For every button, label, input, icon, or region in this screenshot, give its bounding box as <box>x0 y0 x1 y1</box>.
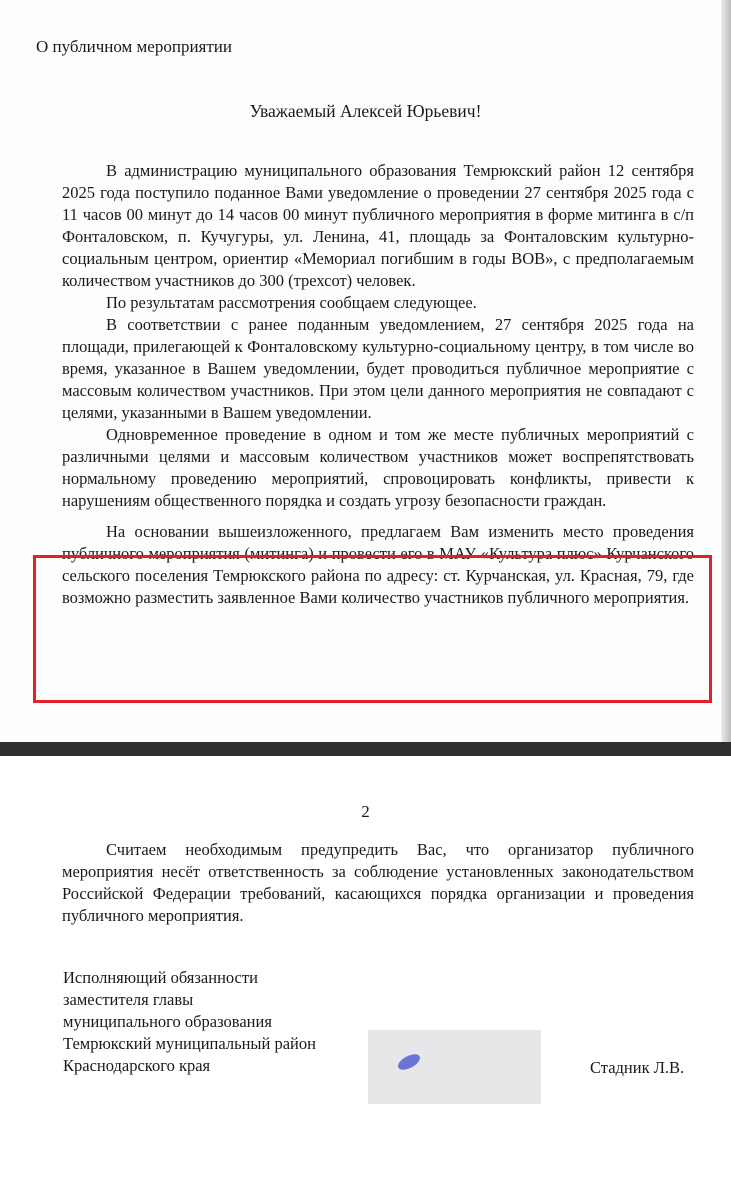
signature-line: Исполняющий обязанности <box>63 968 258 987</box>
page-2 <box>0 756 731 1200</box>
paragraph-proposal: На основании вышеизложенного, предлагаем Вам изменить место проведения публичного мероприятия (митинга) и провести его в МАУ «Культура плюс» Курчанского сельского поселения Темрюкского района по адресу: ст. Курчанская, ул. Красная, 79, где возможно разместить заявленное Вами количество участников публичного мероприятия. <box>62 522 694 607</box>
paragraph-review-result: По результатам рассмотрения сообщаем следующее. <box>106 293 477 312</box>
page-separator <box>0 742 731 756</box>
signer-name: Стадник Л.В. <box>590 1058 685 1077</box>
letter-subject: О публичном мероприятии <box>36 37 232 56</box>
signature-line: заместителя главы <box>63 990 194 1009</box>
signature-line: Темрюкский муниципальный район <box>63 1034 316 1053</box>
letter-body <box>62 160 694 609</box>
redacted-signature <box>368 1030 541 1104</box>
page-2-body <box>62 839 694 927</box>
signature-block <box>63 967 316 1077</box>
paragraph-safety-risk: Одновременное проведение в одном и том же месте публичных мероприятий с различными целями и массовым количеством участников может воспрепятствовать нормальному проведению мероприятий, спровоцировать конфликты, привести к нарушениям общественного порядка и создать угрозу безопасности граждан. <box>62 425 694 510</box>
page-number: 2 <box>361 802 370 821</box>
signature-line: Краснодарского края <box>63 1056 211 1075</box>
paragraph-notification: В администрацию муниципального образования Темрюкский район 12 сентября 2025 года поступило поданное Вами уведомление о проведении 27 сентября 2025 года с 11 часов 00 минут до 14 часов 00 минут публичного мероприятия в форме митинга в с/п Фонталовском, п. Кучугуры, ул. Ленина, 41, площадь за Фонталовским культурно-социальным центром, ориентир «Мемориал погибшим в годы ВОВ», с предполагаемым количеством участников до 300 (трехсот) человек. <box>62 161 694 290</box>
letter-salutation: Уважаемый Алексей Юрьевич! <box>249 101 482 121</box>
signature-mark-icon <box>396 1054 422 1070</box>
highlight-box <box>33 555 712 703</box>
signature-line: муниципального образования <box>63 1012 272 1031</box>
paragraph-conflicting-event: В соответствии с ранее поданным уведомлением, 27 сентября 2025 года на площади, прилегающей к Фонталовскому культурно-социальному центру, в том числе во время, указанное в Вашем уведомлении, будет проводиться публичное мероприятие с массовым количеством участников. При этом цели данного мероприятия не совпадают с целями, указанными в Вашем уведомлении. <box>62 315 694 422</box>
paragraph-warning: Считаем необходимым предупредить Вас, что организатор публичного мероприятия несёт ответственность за соблюдение установленных законодательством Российской Федерации требований, касающихся порядка организации и проведения публичного мероприятия. <box>62 840 694 925</box>
page-edge-shadow <box>721 0 731 742</box>
